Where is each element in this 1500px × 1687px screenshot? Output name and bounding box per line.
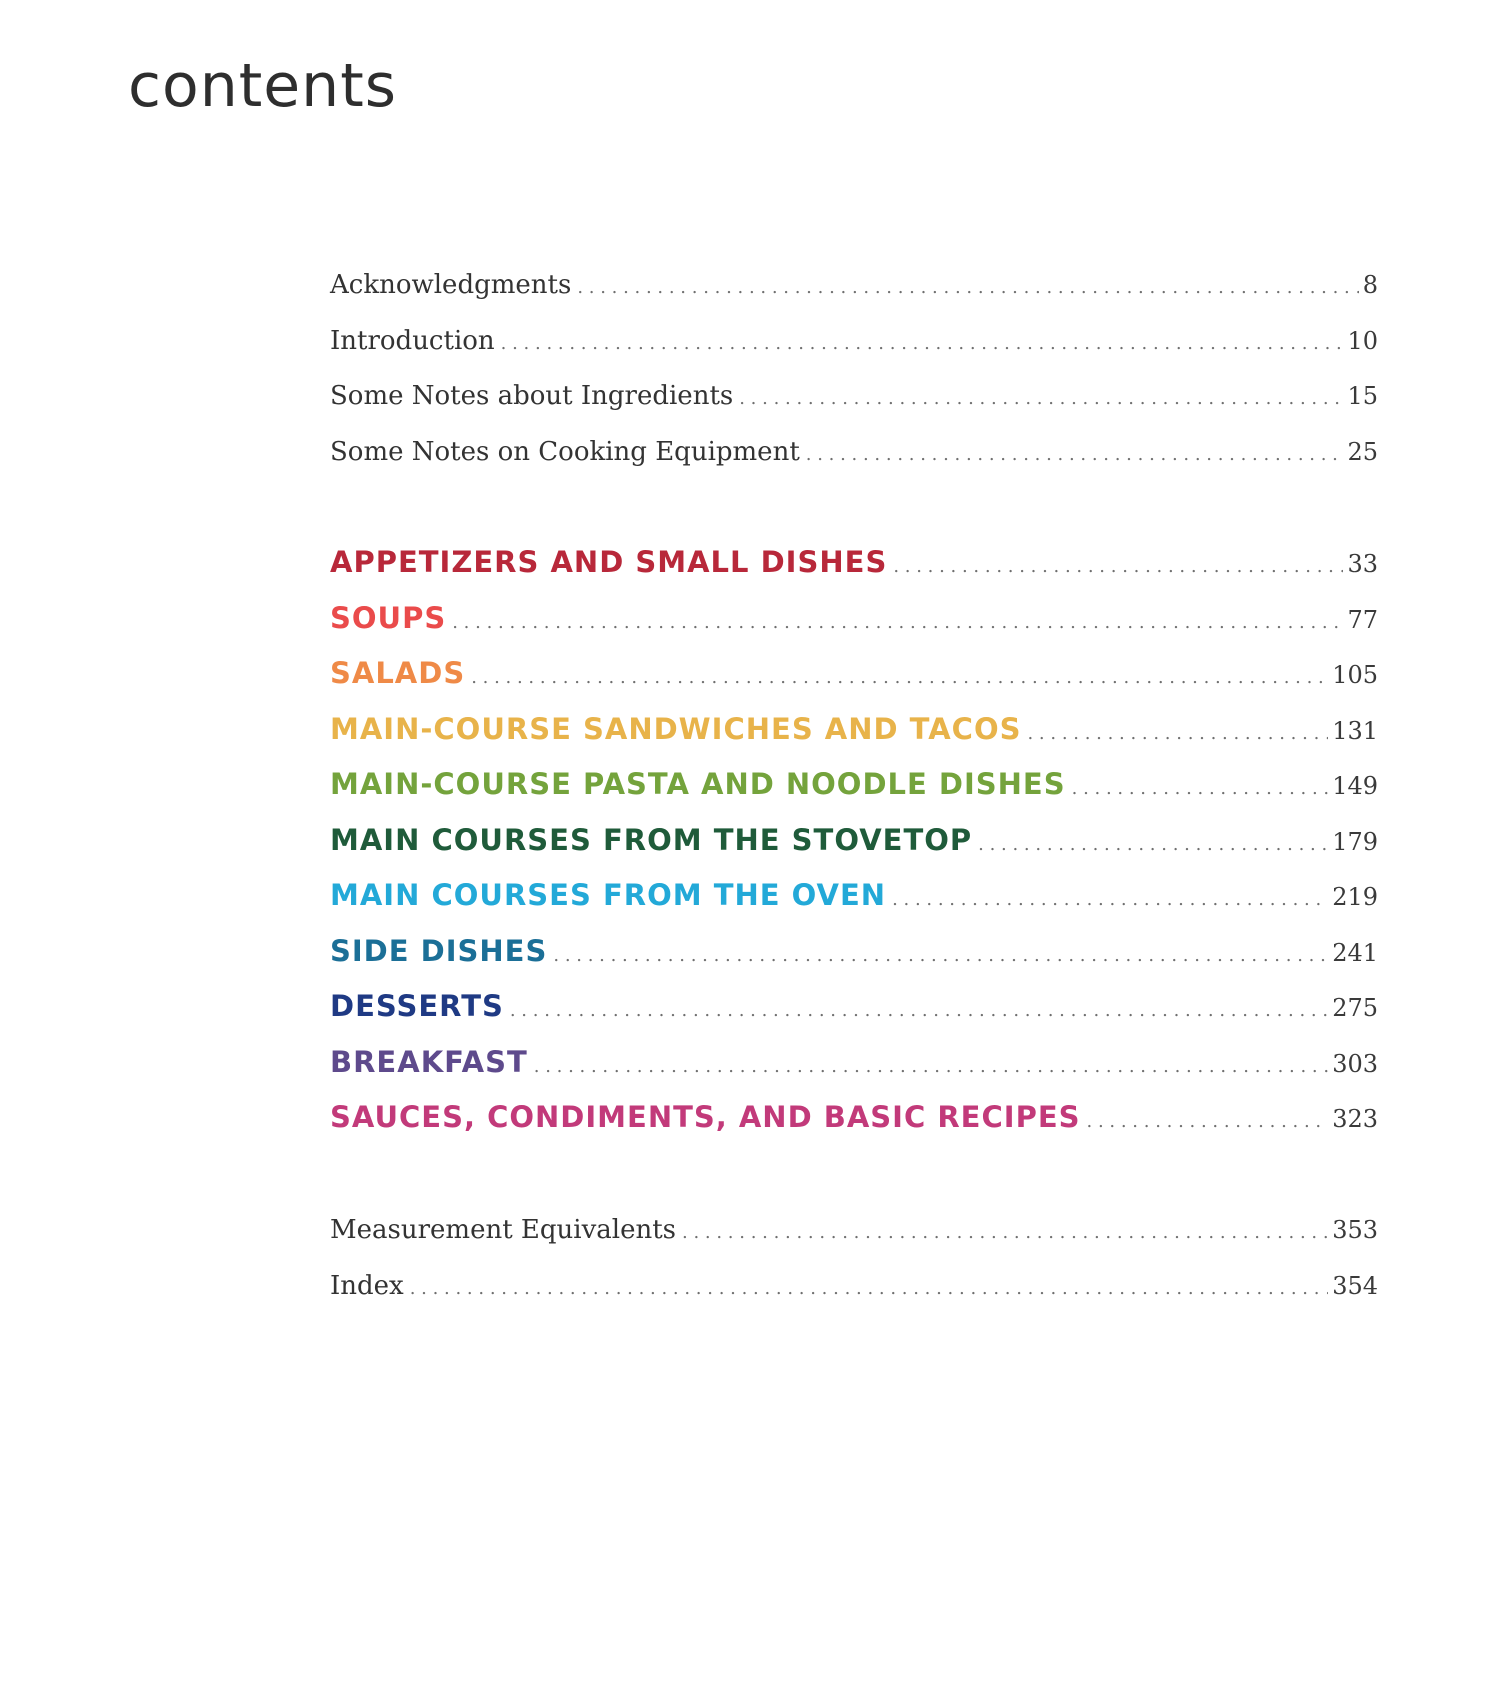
toc-entry-label: Some Notes on Cooking Equipment [330,436,800,467]
dot-leader [1087,1113,1329,1131]
chapter-title: SIDE DISHES [330,933,548,968]
chapter-title: DESSERTS [330,989,504,1023]
chapter-title: MAIN COURSES FROM THE STOVETOP [330,822,973,857]
chapter-title: SALADS [330,656,466,690]
toc-page-number: 8 [1362,271,1378,299]
toc-page-number: 77 [1347,605,1378,634]
toc-page-number: 353 [1332,1216,1378,1244]
toc-page-number: 354 [1332,1272,1378,1300]
dot-leader [553,947,1328,965]
chapter-list [330,545,1378,1156]
toc-entry-label: Introduction [330,325,495,356]
dot-leader [501,335,1344,353]
toc-entry-acknowledgments[interactable] [330,270,1378,326]
toc-chapter-stovetop[interactable] [330,823,1378,879]
dot-leader [806,446,1344,464]
toc-entry-label: Some Notes about Ingredients [330,381,734,411]
dot-leader [1072,780,1329,798]
toc-chapter-soups[interactable] [330,601,1378,657]
dot-leader [892,891,1328,909]
dot-leader [471,669,1328,687]
toc-chapter-appetizers[interactable] [330,545,1378,601]
dot-leader [739,390,1343,408]
toc-chapter-sauces[interactable] [330,1100,1378,1156]
toc-chapter-oven[interactable] [330,878,1378,934]
toc-entry-label: Index [330,1271,404,1301]
chapter-title: SAUCES, CONDIMENTS, AND BASIC RECIPES [330,1100,1081,1134]
chapter-title: BREAKFAST [330,1044,528,1079]
dot-leader [577,279,1358,297]
toc-chapter-pasta-noodles[interactable] [330,767,1378,823]
page-title: contents [128,51,397,121]
dot-leader [978,836,1328,854]
toc-entry-introduction[interactable] [330,326,1378,382]
chapter-title: SOUPS [330,600,447,635]
toc-entry-measurement-equivalents[interactable] [330,1215,1378,1271]
dot-leader [1027,725,1328,743]
toc-chapter-breakfast[interactable] [330,1045,1378,1101]
toc-page-number: 15 [1347,382,1378,410]
toc-page-number: 179 [1332,827,1378,856]
toc-entry-index[interactable] [330,1271,1378,1327]
dot-leader [452,614,1343,632]
toc-entry-label: Acknowledgments [330,270,572,300]
toc-page-number: 241 [1332,938,1378,967]
front-matter-list [330,270,1378,492]
dot-leader [893,558,1343,576]
chapter-title: MAIN COURSES FROM THE OVEN [330,878,887,912]
toc-page-number: 10 [1347,326,1378,355]
dot-leader [410,1280,1328,1298]
toc-chapter-salads[interactable] [330,656,1378,712]
toc-page-number: 323 [1332,1105,1378,1133]
dot-leader [510,1002,1328,1020]
toc-page-number: 25 [1347,437,1378,466]
toc-page-number: 275 [1332,994,1378,1022]
chapter-title: MAIN-COURSE SANDWICHES AND TACOS [330,711,1022,746]
toc-chapter-desserts[interactable] [330,989,1378,1045]
toc-page-number: 105 [1332,661,1378,689]
dot-leader [534,1058,1328,1076]
toc-page-number: 219 [1332,883,1378,911]
toc-entry-label: Measurement Equivalents [330,1215,677,1245]
toc-entry-notes-ingredients[interactable] [330,381,1378,437]
toc-page-number: 131 [1332,716,1378,745]
chapter-title: APPETIZERS AND SMALL DISHES [330,545,888,579]
toc-page-number: 149 [1332,772,1378,800]
toc-entry-notes-equipment[interactable] [330,437,1378,493]
toc-page-number: 303 [1332,1049,1378,1078]
toc-chapter-side-dishes[interactable] [330,934,1378,990]
dot-leader [682,1224,1328,1242]
chapter-title: MAIN-COURSE PASTA AND NOODLE DISHES [330,767,1066,801]
back-matter-list [330,1215,1378,1327]
toc-chapter-sandwiches-tacos[interactable] [330,712,1378,768]
toc-page-number: 33 [1347,550,1378,578]
